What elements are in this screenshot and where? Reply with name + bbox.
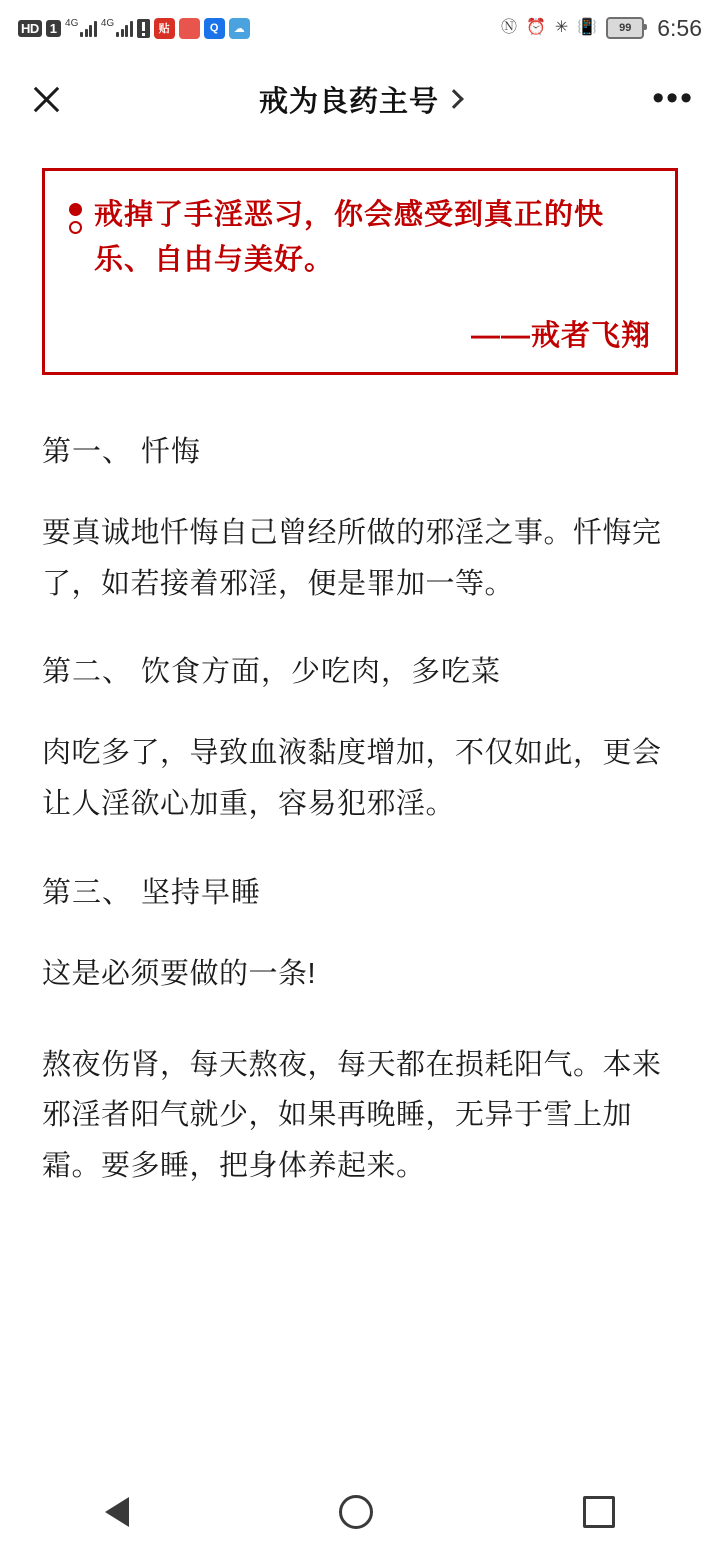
quote-dot-filled-icon (69, 203, 82, 216)
signal-bars-icon-1 (80, 19, 97, 37)
network-label-2: 4G (100, 17, 115, 29)
close-icon[interactable] (26, 79, 66, 119)
mail-icon: 贴 (154, 18, 175, 39)
status-bar-left (18, 18, 501, 39)
section-heading: 第二、 饮食方面，少吃肉，多吃菜 (42, 656, 502, 689)
battery-icon: 99 (606, 17, 644, 39)
content-fade (0, 1438, 720, 1464)
network-label-1: 4G (65, 17, 79, 29)
back-triangle-icon[interactable] (105, 1497, 129, 1527)
section-paragraph: 这是必须要做的一条! (42, 957, 317, 990)
quote-box (42, 168, 678, 375)
section-heading: 第一、 忏悔 (42, 435, 202, 468)
bluetooth-icon: ✳ (554, 19, 569, 36)
section-paragraph: 要真诚地忏悔自己曾经所做的邪淫之事。忏悔完了，如若接着邪淫，便是罪加一等。 (42, 516, 662, 600)
more-options-icon[interactable]: ••• (652, 79, 694, 118)
quote-text: 戒掉了手淫恶习，你会感受到真正的快乐、自由与美好。 (94, 199, 605, 276)
section-paragraph: 肉吃多了，导致血液黏度增加，不仅如此，更会让人淫欲心加重，容易犯邪淫。 (42, 737, 662, 821)
title-bar (0, 56, 720, 142)
alarm-icon: ⏰ (525, 19, 546, 36)
quote-dot-open-icon (69, 221, 82, 234)
weather-icon: ☁ (229, 18, 250, 39)
nfc-icon: Ⓝ (500, 19, 517, 36)
vibrate-icon: 📳 (577, 19, 598, 36)
sim-card-icon (137, 19, 150, 38)
clock: 6:56 (657, 14, 702, 41)
article-body (42, 429, 678, 1192)
search-icon: Q (204, 18, 225, 39)
status-bar-right (501, 15, 702, 42)
quote-row (69, 193, 651, 283)
page-title-group (0, 79, 720, 120)
quote-dots (69, 193, 82, 234)
system-nav-bar (0, 1464, 720, 1560)
section-paragraph-last: 熬夜伤肾，每天熬夜，每天都在损耗阳气。本来邪淫者阳气就少，如果再晚睡，无异于雪上加霜。要多睡，把身体养起来。 (42, 1048, 662, 1183)
section-heading: 第三、 坚持早睡 (42, 876, 262, 909)
status-bar (0, 0, 720, 56)
sim-badge: 1 (46, 20, 61, 37)
home-circle-icon[interactable] (339, 1495, 373, 1529)
chevron-right-icon[interactable] (444, 89, 464, 109)
notes-icon (179, 18, 200, 39)
hd-icon: HD (18, 20, 42, 37)
article-content (0, 168, 720, 1192)
quote-attribution: ——戒者飞翔 (470, 319, 651, 352)
page-title: 戒为良药主号 (258, 85, 439, 118)
recents-square-icon[interactable] (583, 1496, 615, 1528)
signal-bars-icon-2 (116, 19, 133, 37)
